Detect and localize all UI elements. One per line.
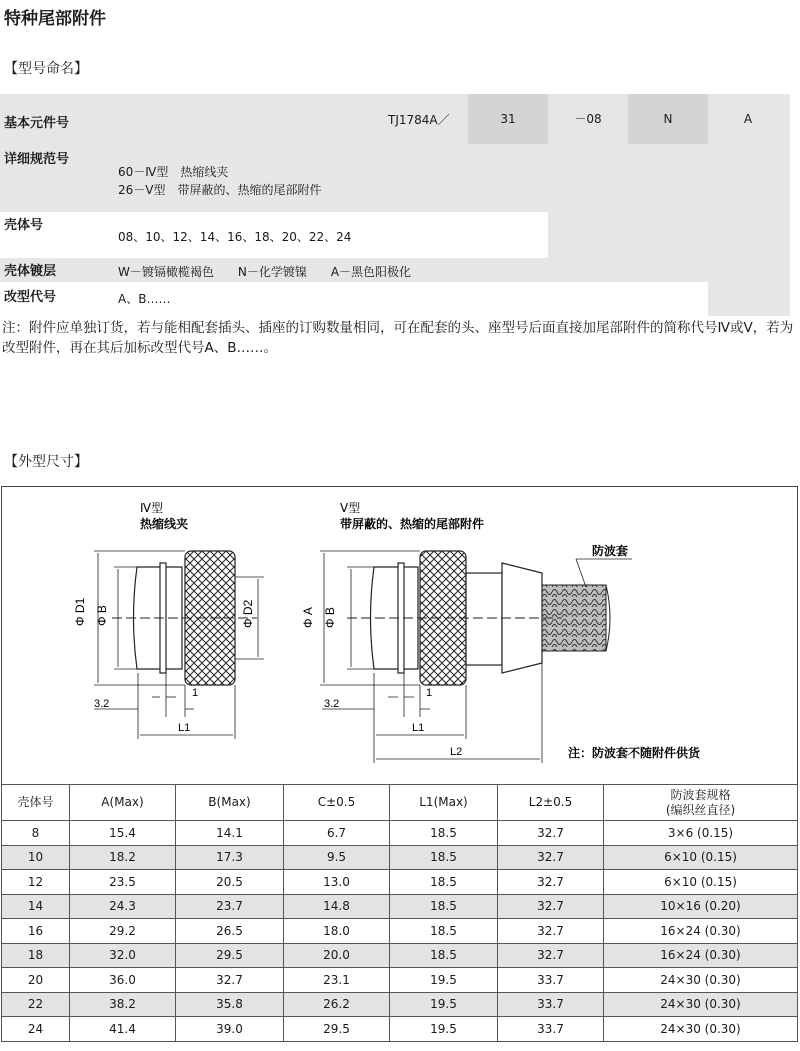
table-body xyxy=(2,821,798,1042)
table-cell: 18.5 xyxy=(390,845,498,870)
table-cell: 36.0 xyxy=(70,968,176,993)
spec-line-1: 60－Ⅳ型 热缩线夹 xyxy=(118,165,229,179)
table-cell: 32.7 xyxy=(498,821,604,846)
table-cell: 19.5 xyxy=(390,1017,498,1042)
table-cell: 32.7 xyxy=(176,968,284,993)
naming-label-plating: 壳体镀层 xyxy=(4,264,57,279)
col-b: B(Max) xyxy=(176,785,284,821)
table-cell: 32.7 xyxy=(498,894,604,919)
table-cell: 20.5 xyxy=(176,870,284,895)
model-naming-block xyxy=(0,94,790,316)
mod-options: A、B…… xyxy=(118,292,171,306)
shell-sizes: 08、10、12、14、16、18、20、22、24 xyxy=(118,230,352,244)
jacket-note: 注：防波套不随附件供货 xyxy=(568,746,701,760)
code-part-plating: N xyxy=(663,112,673,126)
table-cell: 22 xyxy=(2,992,70,1017)
table-cell: 13.0 xyxy=(284,870,390,895)
table-cell: 33.7 xyxy=(498,968,604,993)
table-row xyxy=(2,845,798,870)
dim-l1-iv: L1 xyxy=(178,722,191,734)
col-a: A(Max) xyxy=(70,785,176,821)
table-cell: 12 xyxy=(2,870,70,895)
table-cell: 9.5 xyxy=(284,845,390,870)
table-cell: 41.4 xyxy=(70,1017,176,1042)
dim-b-v: Φ B xyxy=(323,607,337,628)
col-shell: 壳体号 xyxy=(2,785,70,821)
table-cell: 32.7 xyxy=(498,943,604,968)
table-cell: 24 xyxy=(2,1017,70,1042)
code-part-base: TJ1784A／ xyxy=(388,113,450,127)
type5-title: Ⅴ型 xyxy=(340,501,361,515)
table-row xyxy=(2,968,798,993)
spec-line-2: 26－Ⅴ型 带屏蔽的、热缩的尾部附件 xyxy=(118,183,322,197)
plating-options: W－镀镉橄榄褐色 N－化学镀镍 A－黑色阳极化 xyxy=(118,265,412,279)
table-row xyxy=(2,821,798,846)
table-cell: 15.4 xyxy=(70,821,176,846)
naming-label-base: 基本元件号 xyxy=(4,116,70,131)
table-cell: 29.2 xyxy=(70,919,176,944)
table-cell: 26.2 xyxy=(284,992,390,1017)
naming-bg-col-mod xyxy=(708,144,790,316)
table-row xyxy=(2,919,798,944)
dim-b-iv: Φ B xyxy=(95,605,109,626)
table-cell: 18.0 xyxy=(284,919,390,944)
table-cell: 33.7 xyxy=(498,992,604,1017)
col-l1: L1(Max) xyxy=(390,785,498,821)
type4-title: Ⅳ型 xyxy=(140,501,164,515)
table-cell: 29.5 xyxy=(176,943,284,968)
dim-d2: Φ D2 xyxy=(241,599,255,628)
table-cell: 3×6 (0.15) xyxy=(604,821,798,846)
table-cell: 33.7 xyxy=(498,1017,604,1042)
table-cell: 29.5 xyxy=(284,1017,390,1042)
col-jacket xyxy=(604,785,798,821)
table-cell: 32.7 xyxy=(498,919,604,944)
table-cell: 23.5 xyxy=(70,870,176,895)
table-cell: 18.2 xyxy=(70,845,176,870)
naming-heading: 【型号命名】 xyxy=(4,61,88,77)
table-cell: 24.3 xyxy=(70,894,176,919)
table-cell: 18.5 xyxy=(390,919,498,944)
table-cell: 24×30 (0.30) xyxy=(604,968,798,993)
jacket-label: 防波套 xyxy=(592,544,629,558)
table-cell: 10 xyxy=(2,845,70,870)
table-cell: 16×24 (0.30) xyxy=(604,943,798,968)
dim-l1-v: L1 xyxy=(412,722,425,734)
table-header-row xyxy=(2,785,798,821)
table-cell: 19.5 xyxy=(390,992,498,1017)
table-row xyxy=(2,1017,798,1042)
table-cell: 23.1 xyxy=(284,968,390,993)
dim-d1: Φ D1 xyxy=(73,597,87,626)
type5-subtitle: 带屏蔽的、热缩的尾部附件 xyxy=(340,517,485,531)
table-cell: 23.7 xyxy=(176,894,284,919)
table-cell: 16 xyxy=(2,919,70,944)
table-row xyxy=(2,894,798,919)
order-note: 注：附件应单独订货，若与能相配套插头、插座的订购数量相同，可在配套的头、座型号后面直接加尾部附件的简称代号Ⅳ或Ⅴ，若为改型附件，再在其后加标改型代号A、B……。 xyxy=(2,320,794,356)
table-cell: 18.5 xyxy=(390,870,498,895)
dim-l2: L2 xyxy=(450,746,463,758)
dim-32-iv: 3.2 xyxy=(94,698,110,710)
outline-drawing xyxy=(2,487,797,785)
table-cell: 35.8 xyxy=(176,992,284,1017)
table-cell: 18.5 xyxy=(390,894,498,919)
table-cell: 14.1 xyxy=(176,821,284,846)
table-cell: 6×10 (0.15) xyxy=(604,870,798,895)
dimension-heading: 【外型尺寸】 xyxy=(4,454,88,470)
naming-bg-col-shell xyxy=(548,144,628,258)
table-row xyxy=(2,992,798,1017)
table-cell: 20 xyxy=(2,968,70,993)
table-row xyxy=(2,870,798,895)
dimension-table xyxy=(1,784,798,1042)
table-cell: 18.5 xyxy=(390,943,498,968)
table-cell: 17.3 xyxy=(176,845,284,870)
table-cell: 8 xyxy=(2,821,70,846)
table-cell: 39.0 xyxy=(176,1017,284,1042)
naming-bg-row-2 xyxy=(0,144,548,212)
dim-32-v: 3.2 xyxy=(324,698,340,710)
naming-bg-col-plating xyxy=(628,144,708,282)
table-cell: 32.0 xyxy=(70,943,176,968)
naming-label-shell: 壳体号 xyxy=(4,218,44,233)
table-cell: 16×24 (0.30) xyxy=(604,919,798,944)
table-cell: 14.8 xyxy=(284,894,390,919)
type4-subtitle: 热缩线夹 xyxy=(140,517,189,531)
table-cell: 26.5 xyxy=(176,919,284,944)
naming-label-spec: 详细规范号 xyxy=(4,152,70,167)
col-jacket-title: 防波套规格 xyxy=(670,787,731,802)
table-cell: 10×16 (0.20) xyxy=(604,894,798,919)
code-part-shell: －08 xyxy=(574,112,602,126)
table-cell: 6×10 (0.15) xyxy=(604,845,798,870)
dim-a: Φ A xyxy=(301,607,315,628)
table-cell: 18 xyxy=(2,943,70,968)
naming-label-mod: 改型代号 xyxy=(4,290,57,305)
col-l2: L2±0.5 xyxy=(498,785,604,821)
code-part-mod: A xyxy=(743,112,753,126)
col-c: C±0.5 xyxy=(284,785,390,821)
col-jacket-sub: (编织丝直径) xyxy=(665,802,736,817)
dim-1-v: 1 xyxy=(426,687,433,699)
table-cell: 14 xyxy=(2,894,70,919)
page-title: 特种尾部附件 xyxy=(4,9,106,29)
dim-1-iv: 1 xyxy=(192,687,199,699)
table-cell: 24×30 (0.30) xyxy=(604,992,798,1017)
table-cell: 18.5 xyxy=(390,821,498,846)
table-cell: 20.0 xyxy=(284,943,390,968)
table-row xyxy=(2,943,798,968)
table-cell: 32.7 xyxy=(498,870,604,895)
table-cell: 6.7 xyxy=(284,821,390,846)
table-cell: 32.7 xyxy=(498,845,604,870)
table-cell: 38.2 xyxy=(70,992,176,1017)
table-cell: 19.5 xyxy=(390,968,498,993)
table-cell: 24×30 (0.30) xyxy=(604,1017,798,1042)
code-part-spec: 31 xyxy=(500,112,516,126)
